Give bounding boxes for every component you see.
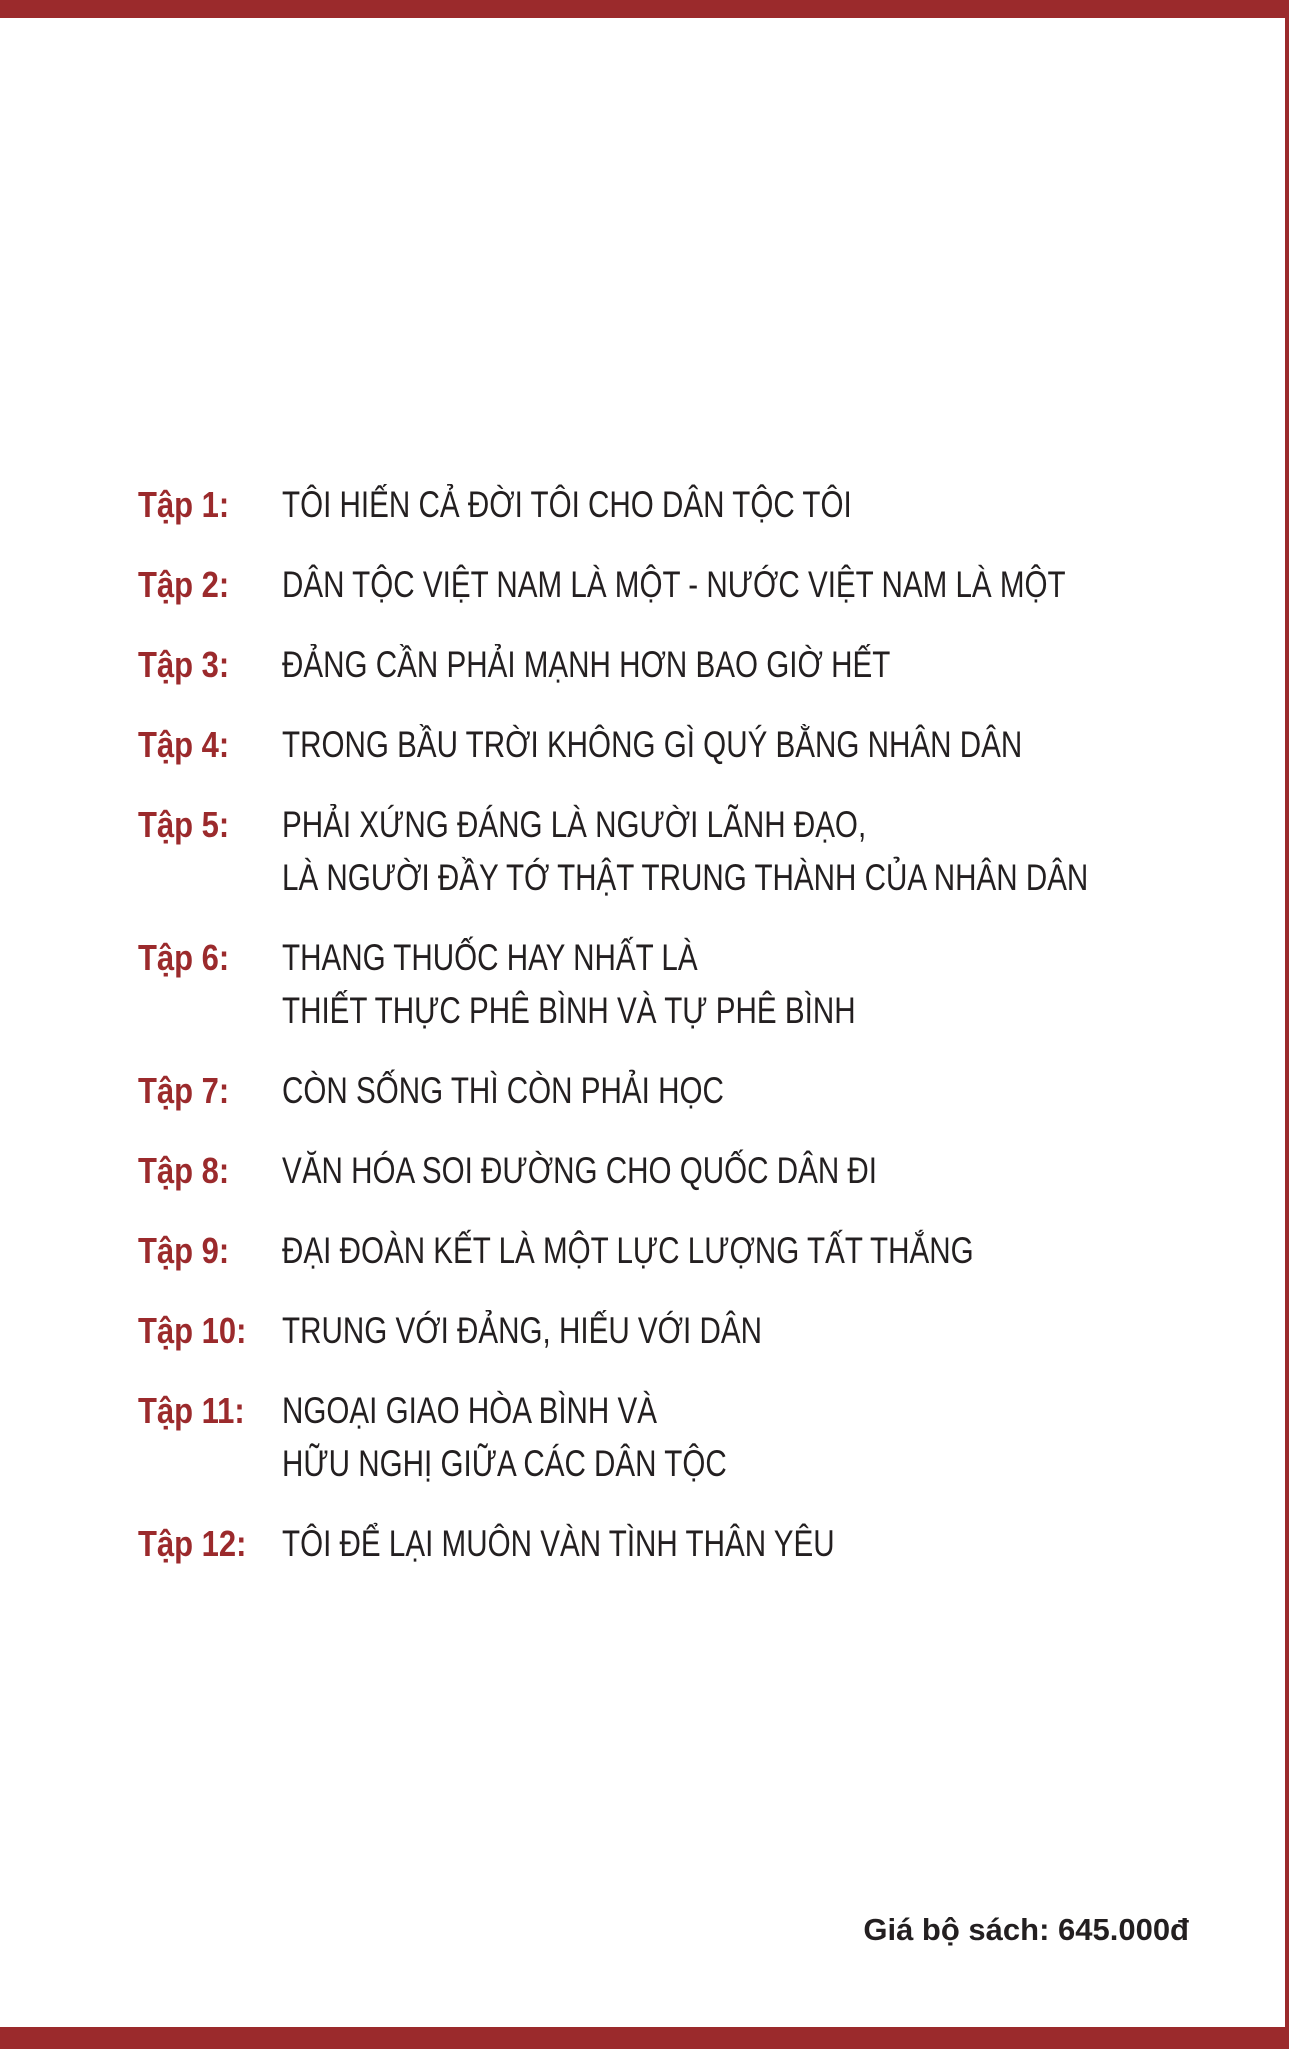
volume-title-line: TÔI HIẾN CẢ ĐỜI TÔI CHO DÂN TỘC TÔI <box>282 484 852 525</box>
volume-title <box>282 638 1042 691</box>
volume-label: Tập 11: <box>138 1390 245 1431</box>
volume-entry <box>138 1064 1238 1117</box>
volume-title <box>282 1517 973 1570</box>
volume-label: Tập 8: <box>138 1150 230 1191</box>
set-price: Giá bộ sách: 645.000đ <box>863 1912 1189 1947</box>
right-border <box>1285 0 1289 2049</box>
volume-title-line: CÒN SỐNG THÌ CÒN PHẢI HỌC <box>282 1070 724 1111</box>
volume-title-line: ĐẠI ĐOÀN KẾT LÀ MỘT LỰC LƯỢNG TẤT THẮNG <box>282 1230 974 1271</box>
volume-entry <box>138 638 1238 691</box>
volume-label: Tập 1: <box>138 484 230 525</box>
volume-label: Tập 7: <box>138 1070 230 1111</box>
volume-title <box>282 718 1207 771</box>
volume-label: Tập 4: <box>138 724 230 765</box>
volume-label: Tập 9: <box>138 1230 230 1271</box>
volume-entry <box>138 718 1238 771</box>
volume-title <box>282 1384 838 1490</box>
volume-title-line: NGOẠI GIAO HÒA BÌNH VÀ <box>282 1390 658 1431</box>
volume-entry <box>138 478 1238 531</box>
volume-label: Tập 3: <box>138 644 230 685</box>
volume-title-line: ĐẢNG CẦN PHẢI MẠNH HƠN BAO GIỜ HẾT <box>282 644 891 685</box>
volume-label: Tập 6: <box>138 937 230 978</box>
volume-entry <box>138 798 1238 904</box>
volume-title-line: THIẾT THỰC PHÊ BÌNH VÀ TỰ PHÊ BÌNH <box>282 990 856 1031</box>
volume-title-line: TÔI ĐỂ LẠI MUÔN VÀN TÌNH THÂN YÊU <box>282 1523 835 1564</box>
volume-entry <box>138 558 1238 611</box>
volume-label: Tập 12: <box>138 1523 247 1564</box>
volume-title <box>282 1144 1026 1197</box>
volume-entry <box>138 1224 1238 1277</box>
volume-title-line: HỮU NGHỊ GIỮA CÁC DÂN TỘC <box>282 1443 727 1484</box>
volume-entry <box>138 1384 1238 1490</box>
volume-entry <box>138 1517 1238 1570</box>
volume-list <box>138 478 1238 1597</box>
bottom-border <box>0 2027 1289 2049</box>
volume-title <box>282 1304 882 1357</box>
volume-title <box>282 558 1262 611</box>
volume-title <box>282 478 994 531</box>
volume-title-line: DÂN TỘC VIỆT NAM LÀ MỘT - NƯỚC VIỆT NAM LÀ MỘT <box>282 564 1066 605</box>
volume-title-line: LÀ NGƯỜI ĐẦY TỚ THẬT TRUNG THÀNH CỦA NHÂN DÂN <box>282 857 1089 898</box>
volume-title-line: TRUNG VỚI ĐẢNG, HIẾU VỚI DÂN <box>282 1310 763 1351</box>
volume-label: Tập 10: <box>138 1310 247 1351</box>
volume-title-line: VĂN HÓA SOI ĐƯỜNG CHO QUỐC DÂN ĐI <box>282 1150 878 1191</box>
volume-title-line: PHẢI XỨNG ĐÁNG LÀ NGƯỜI LÃNH ĐẠO, <box>282 804 867 845</box>
volume-label: Tập 2: <box>138 564 230 605</box>
volume-title <box>282 1224 1147 1277</box>
volume-label: Tập 5: <box>138 804 230 845</box>
volume-title-line: TRONG BẦU TRỜI KHÔNG GÌ QUÝ BẰNG NHÂN DÂN <box>282 724 1023 765</box>
volume-entry <box>138 931 1238 1037</box>
volume-title <box>282 1064 834 1117</box>
volume-title <box>282 931 999 1037</box>
volume-entry <box>138 1144 1238 1197</box>
top-border <box>0 0 1289 18</box>
volume-title <box>282 798 1289 904</box>
volume-entry <box>138 1304 1238 1357</box>
volume-title-line: THANG THUỐC HAY NHẤT LÀ <box>282 937 698 978</box>
